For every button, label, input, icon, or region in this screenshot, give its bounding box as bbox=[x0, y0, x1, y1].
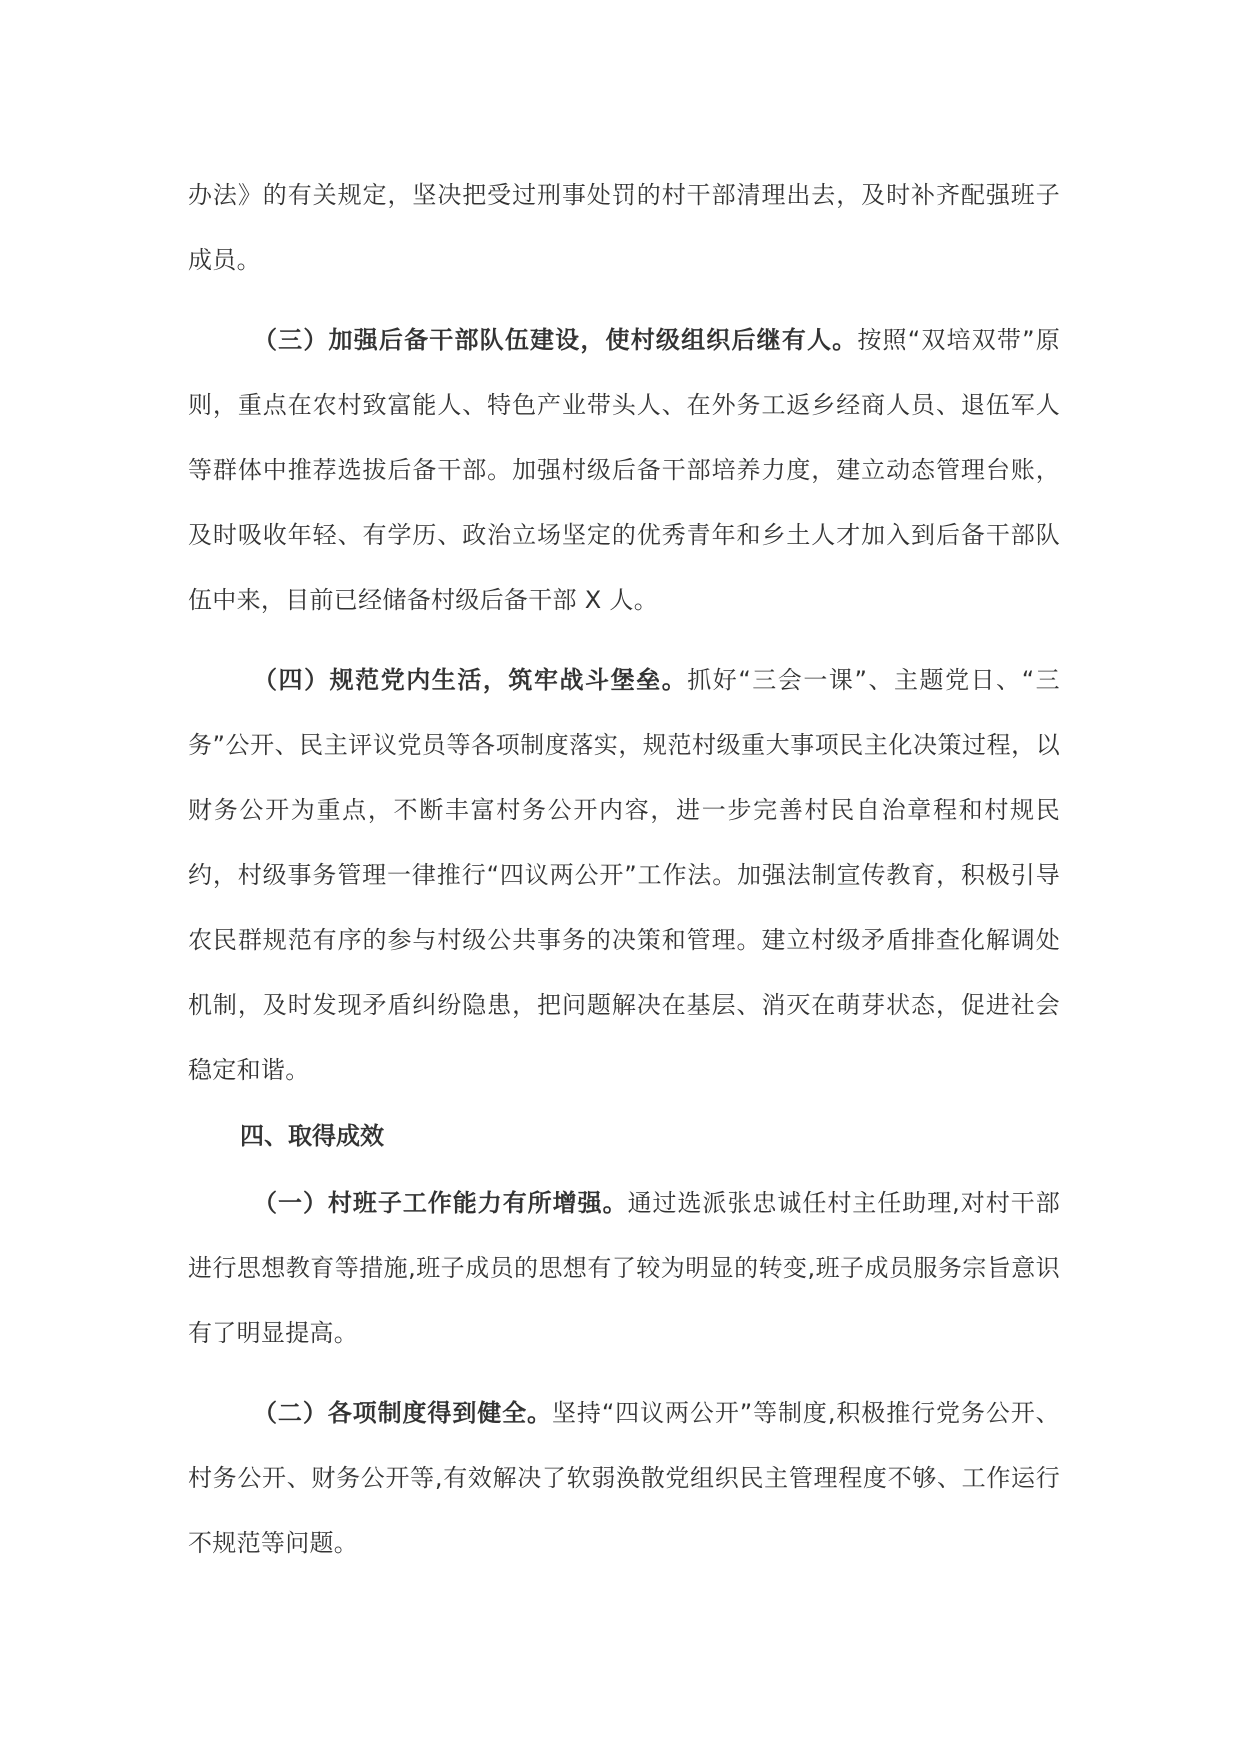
paragraph-text: 通过选派张忠诚任村主任助理,对村干部进行思想教育等措施,班子成员的思想有了较为明显的转变,班子成员服务宗旨意识有了明显提高。 bbox=[188, 1189, 1060, 1347]
paragraph-team-capability bbox=[188, 1171, 1060, 1366]
paragraph-text: 抓好“三会一课”、主题党日、“三务”公开、民主评议党员等各项制度落实，规范村级重大事项民主化决策过程，以财务公开为重点，不断丰富村务公开内容，进一步完善村民自治章程和村规民约，村级事务管理一律推行“四议两公开”工作法。加强法制宣传教育，积极引导农民群规范有序的参与村级公共事务的决策和管理。建立村级矛盾排查化解调处机制，及时发现矛盾纠纷隐患，把问题解决在基层、消灭在萌芽状态，促进社会稳定和谐。 bbox=[188, 666, 1060, 1084]
paragraph-party-life bbox=[188, 648, 1060, 1103]
paragraph-text: 坚持“四议两公开”等制度,积极推行党务公开、村务公开、财务公开等,有效解决了软弱涣散党组织民主管理程度不够、工作运行不规范等问题。 bbox=[188, 1399, 1060, 1557]
paragraph-heading: （四）规范党内生活，筑牢战斗堡垒。 bbox=[253, 666, 688, 694]
paragraph-heading: （三）加强后备干部队伍建设，使村级组织后继有人。 bbox=[253, 326, 858, 354]
paragraph-systems-improved bbox=[188, 1381, 1060, 1576]
paragraph-text: 办法》的有关规定，坚决把受过刑事处罚的村干部清理出去，及时补齐配强班子成员。 bbox=[188, 181, 1060, 274]
paragraph-text: 按照“双培双带”原则，重点在农村致富能人、特色产业带头人、在外务工返乡经商人员、退伍军人等群体中推荐选拔后备干部。加强村级后备干部培养力度，建立动态管理台账，及时吸收年轻、有学历、政治立场坚定的优秀青年和乡土人才加入到后备干部队伍中来，目前已经储备村级后备干部 X 人。 bbox=[188, 326, 1060, 614]
paragraph-heading: （二）各项制度得到健全。 bbox=[253, 1399, 552, 1427]
section-title: 四、取得成效 bbox=[240, 1122, 384, 1150]
paragraph-reserve-cadres bbox=[188, 308, 1060, 633]
paragraph-heading: （一）村班子工作能力有所增强。 bbox=[253, 1189, 628, 1217]
paragraph-continuation bbox=[188, 163, 1060, 293]
